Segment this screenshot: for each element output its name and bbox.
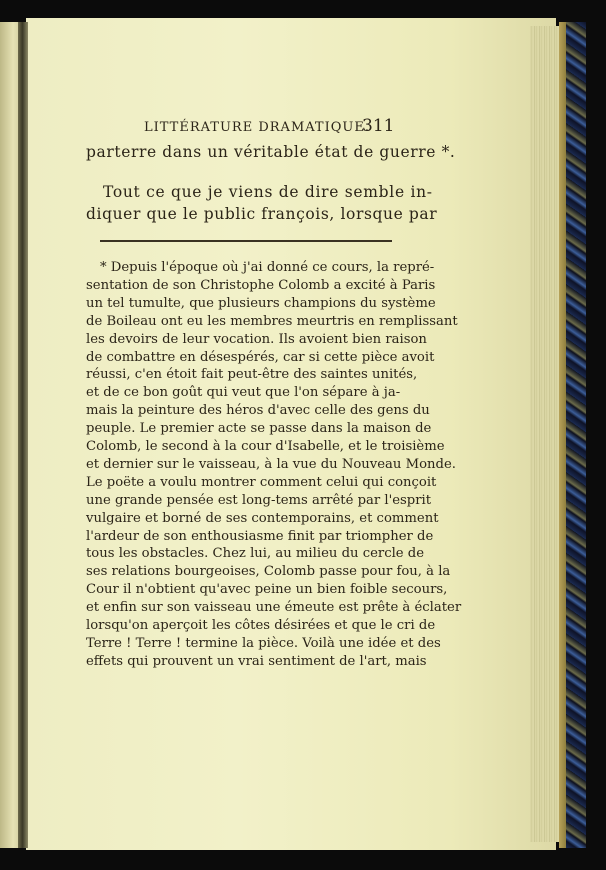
footnote-line: les devoirs de leur vocation. Ils avoient bien raison [86,331,427,347]
footnote-line: un tel tumulte, que plusieurs champions du système [86,295,436,311]
footnote-line: Cour il n'obtient qu'avec peine un bien foible secours, [86,582,448,598]
footnote-line: de Boileau ont eu les membres meurtris en remplissant [86,313,458,329]
body-line: parterre dans un véritable état de guerre *. [86,143,456,161]
page-number: 311 [362,116,395,136]
footnote-line: mais la peinture des héros d'avec celle des gens du [86,403,430,419]
footnote-line: sentation de son Christophe Colomb a excité à Paris [86,277,436,293]
footnote-line: Terre ! Terre ! termine la pièce. Voilà une idée et des [86,635,441,651]
footnote-line: l'ardeur de son enthousiasme finit par triompher de [86,528,434,544]
footnote-line: de combattre en désespérés, car si cette pièce avoit [86,349,435,365]
footnote-line: ses relations bourgeoises, Colomb passe pour fou, à la [86,564,451,580]
page-edges [530,26,560,842]
running-head: LITTÉRATURE DRAMATIQUE. [144,120,370,135]
body-line: Tout ce que je viens de dire semble in- [103,183,433,201]
footnote-line: peuple. Le premier acte se passe dans la maison de [86,421,432,437]
footnote-rule [100,240,392,242]
footnote-line: tous les obstacles. Chez lui, au milieu du cercle de [86,546,425,562]
footnote-line: Le poëte a voulu montrer comment celui qui conçoit [86,474,437,490]
body-line: diquer que le public françois, lorsque par [86,205,438,223]
footnote-line: Colomb, le second à la cour d'Isabelle, et le troisième [86,439,445,454]
footnote-line: une grande pensée est long-tems arrêté par l'esprit [86,492,432,508]
footnote-line: et de ce bon goût qui veut que l'on sépare à ja- [86,385,401,401]
marbled-endpaper [566,22,586,848]
book-gutter [18,22,28,848]
footnote-line: effets qui prouvent un vrai sentiment de l'art, mais [86,653,427,669]
footnote-line: et dernier sur le vaisseau, à la vue du Nouveau Monde. [86,456,456,472]
footnote-line: vulgaire et borné de ses contemporains, et comment [86,510,439,526]
footnote-line: * Depuis l'époque où j'ai donné ce cours, la repré- [100,260,435,275]
footnote-line: et enfin sur son vaisseau une émeute est prête à éclater [86,600,462,616]
footnote-line: réussi, c'en étoit fait peut-être des saintes unités, [86,367,418,383]
footnote-line: lorsqu'on aperçoit les côtes désirées et que le cri de [86,618,436,633]
